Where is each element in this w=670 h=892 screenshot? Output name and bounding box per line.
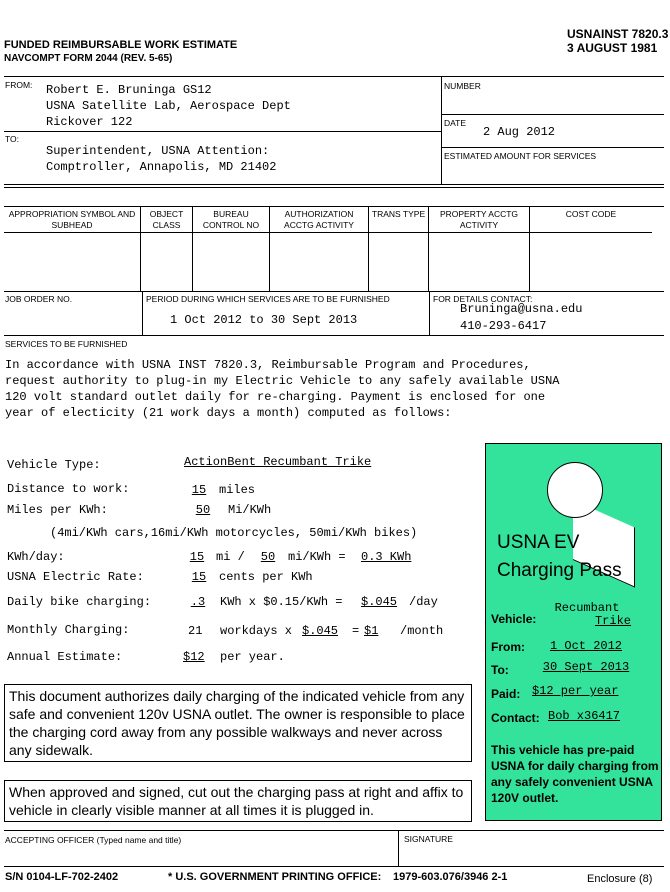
contact-phone: 410-293-6417 (460, 319, 547, 333)
estimated-amount-label: ESTIMATED AMOUNT FOR SERVICES (444, 151, 597, 161)
signature-label: SIGNATURE (404, 834, 453, 844)
pass-contact-label: Contact: (491, 711, 540, 725)
instruction-date: 3 AUGUST 1981 (567, 41, 658, 55)
pass-to-value: 30 Sept 2013 (542, 660, 630, 674)
daily-label: Daily bike charging: (7, 595, 152, 609)
col-trans-type: TRANS TYPE (371, 209, 426, 219)
printing-office: * U.S. GOVERNMENT PRINTING OFFICE: (168, 871, 382, 883)
form-title: FUNDED REIMBURSABLE WORK ESTIMATE (4, 39, 238, 51)
from-line-1: Robert E. Bruninga GS12 (46, 83, 212, 97)
pass-from-label: From: (491, 640, 525, 654)
rate-label: USNA Electric Rate: (7, 570, 144, 584)
services-line-1: In accordance with USNA INST 7820.3, Reimbursable Program and Procedures, (5, 358, 531, 372)
date-label: DATE (444, 118, 467, 128)
monthly-label: Monthly Charging: (7, 623, 130, 637)
pass-from-value: 1 Oct 2012 (549, 639, 622, 653)
kwh-day-sep: mi / (216, 550, 245, 564)
contact-email: Bruninga@usna.edu (460, 302, 583, 316)
rate-value: 15 (191, 570, 207, 584)
authorization-notice: This document authorizes daily charging of the indicated vehicle from any safe and convenient 120v USNA outlet. The owner is responsible to place the charging cord away from any possible walkways and never across any sidewalk. (4, 684, 472, 762)
distance-label: Distance to work: (7, 482, 130, 496)
to-line-1: Superintendent, USNA Attention: (46, 144, 270, 158)
monthly-daily: $.045 (302, 624, 339, 638)
accepting-officer-label: ACCEPTING OFFICER (Typed name and title) (5, 835, 182, 845)
daily-kwh: .3 (190, 595, 206, 609)
monthly-total: $1 (364, 624, 379, 638)
pass-notice: This vehicle has pre-paid USNA for daily charging from any safely convenient USNA 120V outlet. (491, 743, 659, 805)
col-bureau-control: BUREAU CONTROL NO (202, 209, 260, 230)
kwh-day-label: KWh/day: (7, 550, 65, 564)
period-label: PERIOD DURING WHICH SERVICES ARE TO BE FURNISHED (146, 294, 390, 304)
mpk-label: Miles per KWh: (7, 503, 108, 517)
monthly-workdays: workdays x (220, 624, 293, 638)
distance-unit: miles (219, 483, 256, 497)
services-line-4: year of electicity (21 work days a month) computed as follows: (5, 406, 452, 420)
print-code: 1979-603.076/3946 2-1 (393, 871, 508, 883)
daily-calc: KWh x $0.15/KWh = (220, 595, 343, 609)
cutout-notice: When approved and signed, cut out the charging pass at right and affix to vehicle in clearly visible manner at all times it is plugged in. (4, 780, 472, 822)
kwh-day-mpk: 50 (260, 550, 276, 564)
from-line-3: Rickover 122 (46, 115, 133, 129)
monthly-eq: = (352, 624, 360, 638)
hanger-hole (547, 462, 603, 518)
daily-unit: /day (409, 595, 438, 609)
col-appropriation: APPROPRIATION SYMBOL AND SUBHEAD (8, 209, 136, 230)
mpk-unit: Mi/KWh (228, 503, 272, 517)
pass-contact-value: Bob x36417 (548, 709, 621, 723)
annual-value: $12 (183, 650, 205, 664)
period-value: 1 Oct 2012 to 30 Sept 2013 (170, 313, 358, 327)
kwh-day-miles: 15 (189, 550, 205, 564)
annual-unit: per year. (220, 650, 285, 664)
pass-to-label: To: (491, 663, 509, 677)
distance-value: 15 (191, 483, 207, 497)
pass-paid-value: $12 per year (532, 684, 619, 698)
pass-title-1: USNA EV (497, 532, 580, 553)
enclosure-label: Enclosure (8) (587, 873, 653, 885)
services-label: SERVICES TO BE FURNISHED (5, 339, 128, 349)
form-number: NAVCOMPT FORM 2044 (REV. 5-65) (4, 53, 173, 64)
stock-number: S/N 0104-LF-702-2402 (5, 871, 119, 883)
col-cost-code: COST CODE (565, 209, 617, 219)
number-label: NUMBER (444, 81, 481, 91)
pass-paid-label: Paid: (491, 687, 521, 701)
col-object-class: OBJECT CLASS (149, 209, 184, 230)
job-order-label: JOB ORDER NO. (5, 294, 73, 304)
from-line-2: USNA Satellite Lab, Aerospace Dept (46, 99, 291, 113)
services-line-2: request authority to plug-in my Electric Vehicle to any safely available USNA (5, 374, 560, 388)
date-value: 2 Aug 2012 (483, 125, 556, 139)
rate-unit: cents per KWh (219, 570, 313, 584)
kwh-day-eq: mi/KWh = (288, 550, 346, 564)
monthly-days: 21 (188, 624, 203, 638)
kwh-day-result: 0.3 KWh (361, 550, 412, 564)
col-property: PROPERTY ACCTG ACTIVITY (439, 209, 519, 230)
daily-cost: $.045 (361, 595, 398, 609)
pass-vehicle-label: Vehicle: (491, 612, 537, 626)
pass-title-2: Charging Pass (497, 560, 622, 581)
to-line-2: Comptroller, Annapolis, MD 21402 (46, 160, 277, 174)
from-label: FROM: (5, 80, 33, 90)
col-authorization: AUTHORIZATION ACCTG ACTIVITY (284, 209, 354, 230)
mpk-value: 50 (195, 503, 211, 517)
instruction-number: USNAINST 7820.3 (567, 27, 669, 41)
mpk-note: (4mi/KWh cars,16mi/KWh motorcycles, 50mi/KWh bikes) (50, 526, 418, 540)
contact-label: FOR DETAILS CONTACT: (433, 294, 533, 304)
to-label: TO: (5, 134, 20, 144)
vehicle-type-label: Vehicle Type: (7, 458, 101, 472)
monthly-unit: /month (400, 624, 444, 638)
annual-label: Annual Estimate: (7, 650, 123, 664)
pass-vehicle-line-2: Trike (594, 614, 631, 628)
services-line-3: 120 volt standard outlet daily for re-charging. Payment is enclosed for one (5, 390, 546, 404)
pass-vehicle-line-1: Recumbant (554, 601, 620, 615)
vehicle-type-value: ActionBent Recumbant Trike (184, 455, 372, 469)
